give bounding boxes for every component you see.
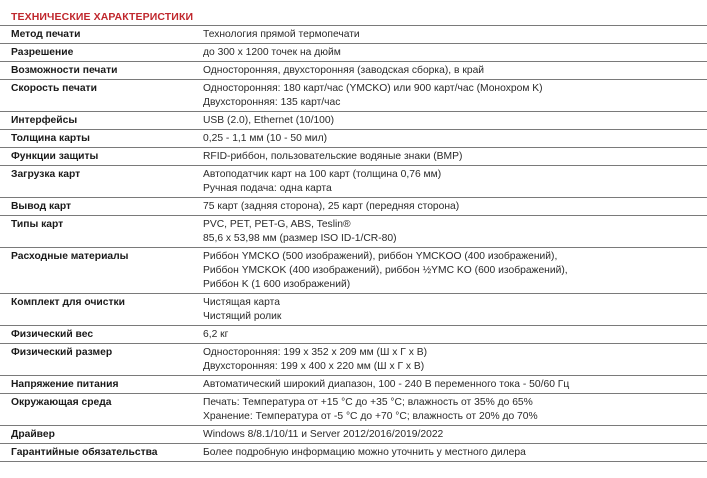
spec-value-line: Более подробную информацию можно уточнить у местного дилера (203, 447, 526, 458)
spec-row (0, 62, 707, 80)
spec-row (0, 376, 707, 394)
spec-label: Окружающая среда (11, 397, 112, 408)
spec-value-line: 85,6 x 53,98 мм (размер ISO ID-1/CR-80) (203, 233, 397, 244)
spec-row (0, 198, 707, 216)
spec-value-line: до 300 x 1200 точек на дюйм (203, 47, 341, 58)
spec-value (203, 46, 707, 60)
spec-row (0, 344, 707, 376)
spec-value (203, 28, 707, 42)
spec-table (0, 25, 707, 462)
spec-value-line: Ручная подача: одна карта (203, 183, 332, 194)
section-title: ТЕХНИЧЕСКИЕ ХАРАКТЕРИСТИКИ (11, 11, 194, 23)
spec-label: Разрешение (11, 47, 74, 58)
spec-label: Физический вес (11, 329, 94, 340)
spec-value-line: Двухсторонняя: 135 карт/час (203, 97, 341, 108)
spec-row (0, 248, 707, 294)
spec-row (0, 294, 707, 326)
spec-label: Гарантийные обязательства (11, 447, 158, 458)
spec-row (0, 426, 707, 444)
spec-row (0, 444, 707, 462)
spec-value (203, 396, 707, 424)
spec-value (203, 200, 707, 214)
spec-value (203, 328, 707, 342)
spec-value-line: Двухсторонняя: 199 x 400 x 220 мм (Ш x Г x В) (203, 361, 425, 372)
spec-value (203, 250, 707, 292)
spec-value-line: Односторонняя: 199 x 352 x 209 мм (Ш x Г x В) (203, 347, 428, 358)
spec-value-line: Односторонняя, двухсторонняя (заводская сборка), в край (203, 65, 485, 76)
spec-row (0, 148, 707, 166)
spec-value (203, 82, 707, 110)
spec-row (0, 25, 707, 44)
spec-value-line: Односторонняя: 180 карт/час (YMCKO) или 900 карт/час (Монохром K) (203, 83, 543, 94)
spec-value-line: RFID-риббон, пользовательские водяные знаки (BMP) (203, 151, 463, 162)
spec-value-line: 0,25 - 1,1 мм (10 - 50 мил) (203, 133, 328, 144)
spec-value-line: Автоподатчик карт на 100 карт (толщина 0,76 мм) (203, 169, 442, 180)
spec-value (203, 428, 707, 442)
spec-value-line: Технология прямой термопечати (203, 29, 360, 40)
spec-value (203, 446, 707, 460)
spec-label: Драйвер (11, 429, 55, 440)
spec-value-line: Чистящий ролик (203, 311, 282, 322)
spec-label: Типы карт (11, 219, 64, 230)
spec-value (203, 296, 707, 324)
spec-label: Напряжение питания (11, 379, 119, 390)
spec-label: Загрузка карт (11, 169, 81, 180)
spec-row (0, 216, 707, 248)
spec-row (0, 394, 707, 426)
spec-value-line: Хранение: Температура от -5 °C до +70 °C; влажность от 20% до 70% (203, 411, 538, 422)
spec-value (203, 168, 707, 196)
spec-value (203, 132, 707, 146)
spec-value-line: USB (2.0), Ethernet (10/100) (203, 115, 335, 126)
spec-value-line: Печать: Температура от +15 °C до +35 °C; влажность от 35% до 65% (203, 397, 533, 408)
spec-value (203, 150, 707, 164)
spec-row (0, 80, 707, 112)
spec-value-line: Риббон YMCKOK (400 изображений), риббон ½YMC KO (600 изображений), (203, 265, 568, 276)
spec-value (203, 64, 707, 78)
spec-value-line: Автоматический широкий диапазон, 100 - 240 В переменного тока - 50/60 Гц (203, 379, 570, 390)
spec-value-line: 6,2 кг (203, 329, 229, 340)
spec-label: Функции защиты (11, 151, 99, 162)
spec-label: Интерфейсы (11, 115, 78, 126)
spec-value (203, 346, 707, 374)
spec-value-line: Чистящая карта (203, 297, 280, 308)
spec-value-line: Риббон K (1 600 изображений) (203, 279, 351, 290)
spec-row (0, 326, 707, 344)
spec-label: Расходные материалы (11, 251, 129, 262)
spec-label: Комплект для очистки (11, 297, 126, 308)
spec-label: Скорость печати (11, 83, 97, 94)
spec-label: Толщина карты (11, 133, 90, 144)
spec-value (203, 114, 707, 128)
spec-value (203, 218, 707, 246)
spec-row (0, 166, 707, 198)
spec-value-line: PVC, PET, PET-G, ABS, Teslin® (203, 219, 351, 230)
spec-value-line: 75 карт (задняя сторона), 25 карт (передняя сторона) (203, 201, 460, 212)
spec-label: Вывод карт (11, 201, 72, 212)
spec-value-line: Риббон YMCKO (500 изображений), риббон YMCKOO (400 изображений), (203, 251, 558, 262)
spec-value-line: Windows 8/8.1/10/11 и Server 2012/2016/2019/2022 (203, 429, 444, 440)
spec-label: Физический размер (11, 347, 113, 358)
spec-label: Метод печати (11, 29, 81, 40)
spec-row (0, 44, 707, 62)
spec-row (0, 130, 707, 148)
spec-label: Возможности печати (11, 65, 118, 76)
spec-row (0, 112, 707, 130)
spec-value (203, 378, 707, 392)
